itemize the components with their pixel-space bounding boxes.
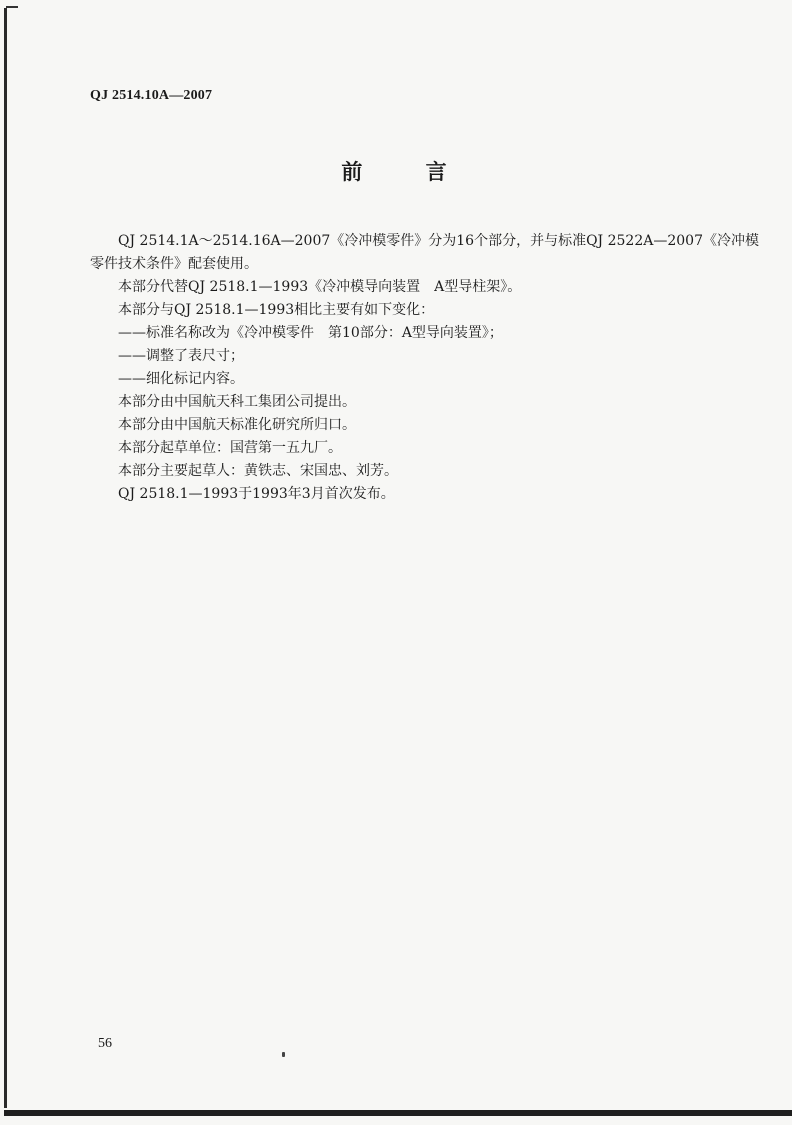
paragraph-line: 本部分起草单位：国营第一五九厂。 [118, 440, 342, 456]
page-number: 56 [98, 1036, 112, 1051]
paragraph-line: ——标准名称改为《冷冲模零件 第10部分：A型导向装置》； [118, 325, 503, 341]
document-code: QJ 2514.10A—2007 [90, 88, 213, 103]
paragraph-line: QJ 2514.1A～2514.16A—2007《冷冲模零件》分为16个部分，并与标准QJ 2522A—2007《冷冲模 [118, 233, 759, 249]
paragraph-line: 本部分主要起草人：黄铁志、宋国忠、刘芳。 [118, 463, 398, 479]
foreword-body [90, 230, 759, 506]
paragraph-line: 本部分与QJ 2518.1—1993相比主要有如下变化： [118, 302, 435, 318]
paragraph-line: 本部分代替QJ 2518.1—1993《冷冲模导向装置 A型导柱架》。 [118, 279, 522, 295]
scan-corner-mark [6, 6, 18, 8]
paragraph-line: 本部分由中国航天科工集团公司提出。 [118, 394, 356, 410]
page-title: 前 言 [341, 160, 475, 184]
paragraph-line: ——细化标记内容。 [118, 371, 244, 387]
paragraph-line: 本部分由中国航天标准化研究所归口。 [118, 417, 356, 433]
scan-edge-bottom [4, 1110, 792, 1116]
scan-speck [282, 1052, 285, 1057]
paragraph-line: QJ 2518.1—1993于1993年3月首次发布。 [118, 486, 395, 502]
paragraph-line: ——调整了表尺寸； [118, 348, 244, 364]
paragraph-line: 零件技术条件》配套使用。 [90, 256, 258, 272]
